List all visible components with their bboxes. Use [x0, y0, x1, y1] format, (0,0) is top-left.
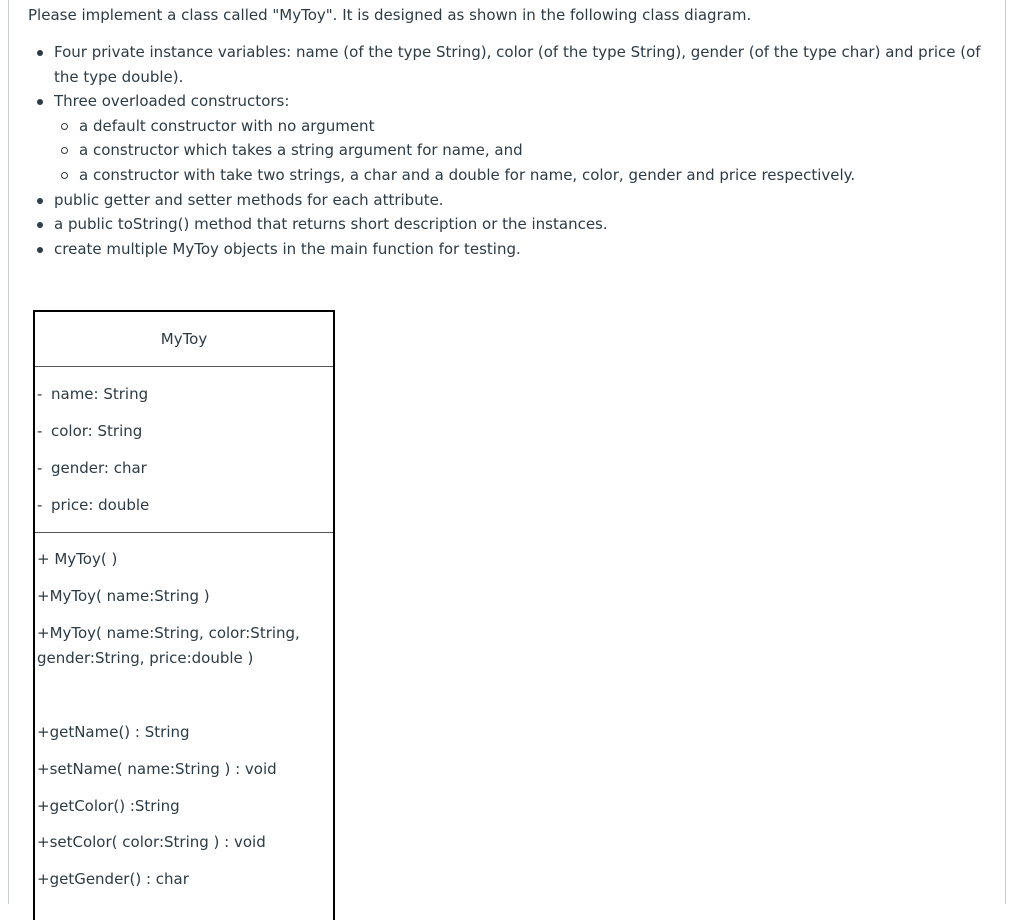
- uml-operation: +getName() : String: [37, 723, 190, 741]
- requirement-item: Four private instance variables: name (of the type String), color (of the type String), gender (of the type char) and price (of the type double).: [54, 40, 994, 89]
- uml-operation: +setColor( color:String ) : void: [37, 833, 266, 851]
- attribute-text: color: String: [51, 422, 143, 440]
- requirement-item: create multiple MyToy objects in the main function for testing.: [54, 237, 994, 262]
- uml-attribute: [37, 458, 147, 478]
- attribute-text: gender: char: [51, 459, 147, 477]
- uml-operation: gender:String, price:double ): [37, 649, 254, 667]
- attribute-text: price: double: [51, 496, 150, 514]
- uml-attributes-section: [35, 367, 333, 533]
- constructors-sublist: [54, 114, 994, 188]
- uml-attribute: [37, 421, 142, 441]
- uml-operation: +getGender() : char: [37, 870, 189, 888]
- uml-operation: +getColor() :String: [37, 797, 180, 815]
- constructor-item: a constructor which takes a string argument for name, and: [79, 138, 994, 163]
- uml-class-name: MyToy: [35, 312, 333, 367]
- visibility-marker: -: [37, 496, 43, 514]
- requirements-list: [54, 40, 994, 261]
- requirement-item: a public toString() method that returns short description or the instances.: [54, 212, 994, 237]
- requirement-item: public getter and setter methods for each attribute.: [54, 188, 994, 213]
- uml-operation: + MyToy( ): [37, 550, 118, 568]
- intro-text: Please implement a class called "MyToy". It is designed as shown in the following class diagram.: [28, 6, 752, 24]
- visibility-marker: -: [37, 459, 43, 477]
- constructor-item: a default constructor with no argument: [79, 114, 994, 139]
- uml-class-diagram: [33, 310, 335, 920]
- uml-operation: +MyToy( name:String ): [37, 587, 210, 605]
- attribute-text: name: String: [51, 385, 149, 403]
- uml-attribute: [37, 495, 149, 515]
- requirement-text: Three overloaded constructors:: [54, 92, 290, 111]
- uml-attribute: [37, 384, 148, 404]
- visibility-marker: -: [37, 385, 43, 403]
- requirement-item: [54, 89, 994, 187]
- constructor-item: a constructor with take two strings, a char and a double for name, color, gender and price respectively.: [79, 163, 994, 188]
- uml-operation: +MyToy( name:String, color:String,: [37, 624, 300, 642]
- uml-operation: +setName( name:String ) : void: [37, 760, 277, 778]
- visibility-marker: -: [37, 422, 43, 440]
